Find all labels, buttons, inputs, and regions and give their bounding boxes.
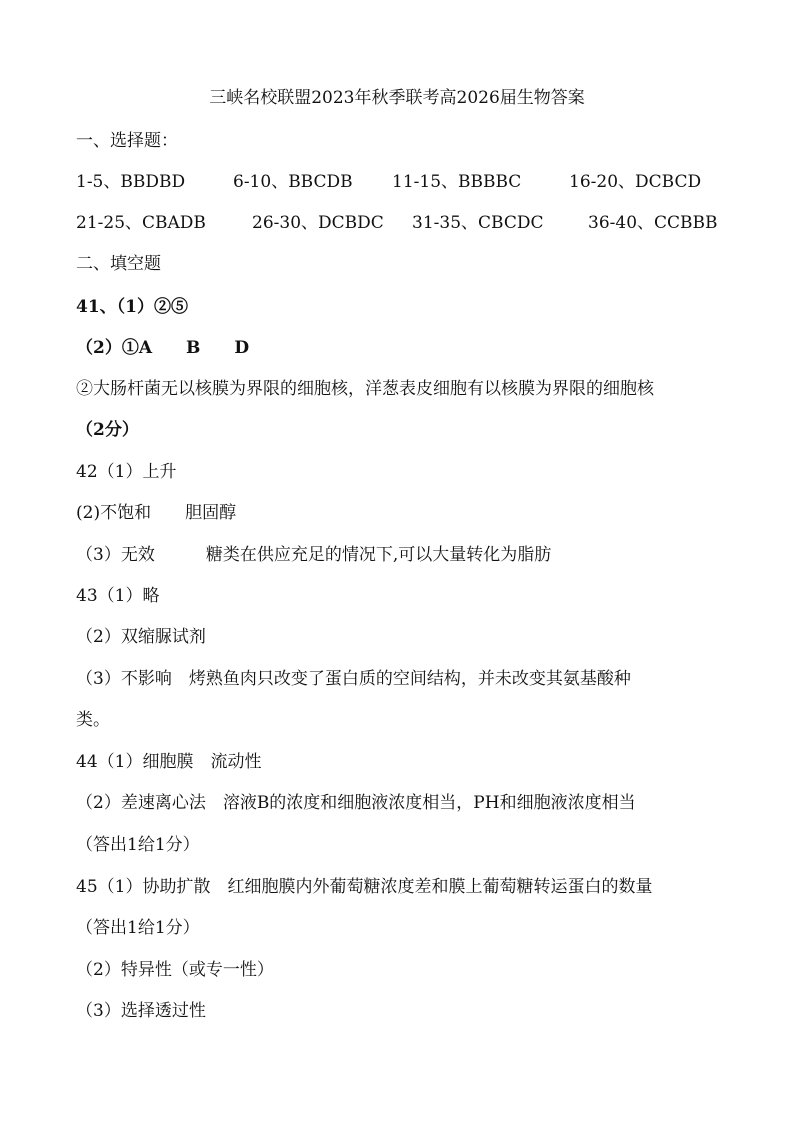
section-fill-in-heading: 二、填空题 [76, 254, 161, 274]
mc-answer-group: 36-40、CCBBB [588, 213, 718, 233]
q41-part2: （2）①A B D [76, 338, 250, 358]
q42-part1: 42（1）上升 [76, 462, 177, 482]
q41-part1: 41、（1）②⑤ [76, 297, 188, 317]
mc-answer-group: 11-15、BBBBC [392, 172, 522, 192]
document-title: 三峡名校联盟2023年秋季联考高2026届生物答案 [209, 88, 585, 108]
mc-answer-group: 6-10、BBCDB [233, 172, 353, 192]
q41-score-note: （2分） [76, 420, 139, 440]
q41-part2-explanation: ②大肠杆菌无以核膜为界限的细胞核，洋葱表皮细胞有以核膜为界限的细胞核 [76, 379, 654, 399]
section-multiple-choice-heading: 一、选择题： [76, 131, 178, 151]
q43-part3-continued: 类。 [76, 710, 110, 730]
q44-part2: （2）差速离心法 溶液B的浓度和细胞液浓度相当，PH和细胞液浓度相当 [76, 793, 636, 813]
q43-part1: 43（1）略 [76, 586, 160, 606]
q45-part3: （3）选择透过性 [76, 1001, 206, 1021]
q44-score-note: （答出1给1分） [76, 835, 200, 855]
mc-answer-group: 26-30、DCBDC [252, 213, 384, 233]
q45-score-note: （答出1给1分） [76, 918, 200, 938]
q44-part1: 44（1）细胞膜 流动性 [76, 752, 262, 772]
mc-answer-group: 21-25、CBADB [76, 213, 206, 233]
q43-part2: （2）双缩脲试剂 [76, 627, 206, 647]
q45-part1: 45（1）协助扩散 红细胞膜内外葡萄糖浓度差和膜上葡萄糖转运蛋白的数量 [76, 877, 653, 897]
mc-answer-group: 16-20、DCBCD [569, 172, 702, 192]
q43-part3: （3）不影响 烤熟鱼肉只改变了蛋白质的空间结构，并未改变其氨基酸种 [76, 669, 631, 689]
q42-part3: （3）无效 糖类在供应充足的情况下,可以大量转化为脂肪 [76, 545, 552, 565]
q45-part2: （2）特异性（或专一性） [76, 960, 274, 980]
q42-part2: (2)不饱和 胆固醇 [76, 503, 237, 523]
mc-answer-group: 1-5、BBDBD [76, 172, 186, 192]
mc-answer-group: 31-35、CBCDC [412, 213, 544, 233]
